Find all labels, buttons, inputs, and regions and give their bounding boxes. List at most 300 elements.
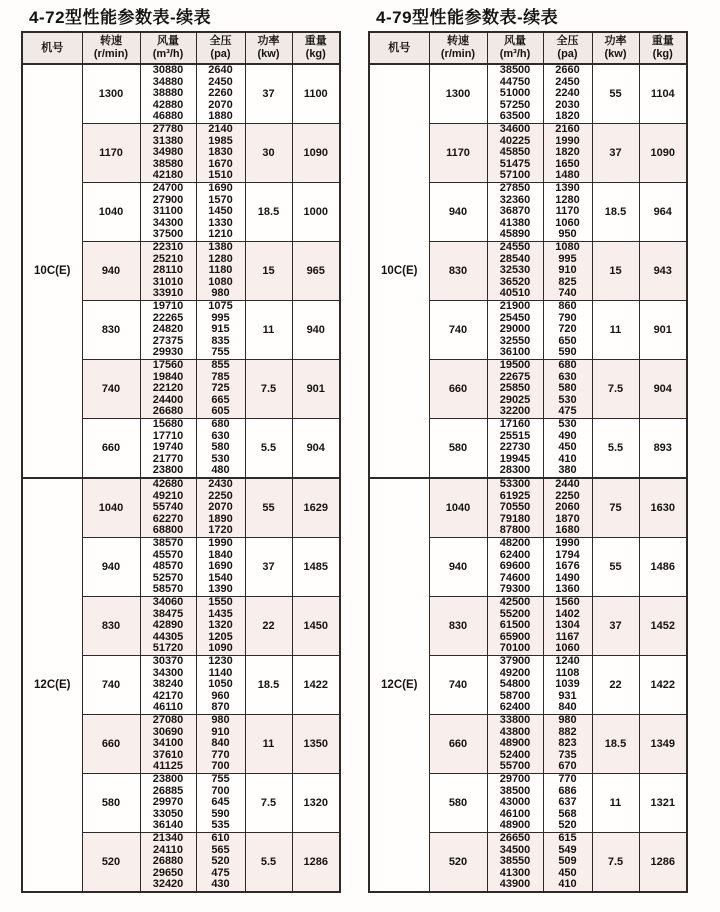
weight-cell: 893 (639, 418, 687, 477)
pressure-cell-value: 1560 (555, 595, 580, 608)
flow-cell-value: 33050 (152, 807, 184, 820)
flow-cell-value: 33910 (152, 287, 184, 300)
weight-cell: 1630 (639, 478, 687, 537)
pressure-cell-value: 1167 (555, 630, 580, 643)
pressure-cell-value: 2640 (208, 64, 233, 76)
pressure-cell-value: 1380 (208, 240, 233, 253)
weight-cell: 1104 (639, 64, 687, 123)
flow-cell-value: 42180 (152, 169, 184, 182)
speed-cell: 580 (429, 418, 487, 477)
speed-cell: 1040 (82, 182, 140, 241)
flow-cell (487, 478, 543, 537)
flow-cell-value: 74600 (499, 571, 531, 584)
flow-cell (140, 300, 196, 359)
pressure-cell-value: 2250 (208, 489, 233, 502)
power-cell: 55 (592, 537, 639, 596)
flow-cell-value: 21770 (152, 452, 184, 465)
flow-cell (140, 123, 196, 182)
pressure-cell-value: 870 (211, 701, 230, 714)
pressure-cell-value: 1435 (208, 607, 233, 620)
flow-cell-value: 28300 (499, 464, 531, 477)
flow-cell-value: 70550 (499, 501, 531, 514)
speed-cell: 1040 (82, 478, 140, 537)
flow-cell-value: 48900 (499, 737, 531, 750)
power-cell: 15 (592, 241, 639, 300)
weight-cell: 1349 (639, 714, 687, 773)
flow-cell-value: 30370 (152, 654, 184, 667)
speed-cell: 1170 (429, 123, 487, 182)
flow-cell-value: 26650 (499, 831, 531, 844)
weight-cell: 1286 (292, 832, 340, 891)
weight-cell: 901 (639, 300, 687, 359)
table-panel-4-79 (368, 3, 692, 893)
flow-cell-value: 19710 (152, 299, 184, 312)
pressure-cell-value: 380 (558, 464, 577, 477)
pressure-cell-value: 1830 (208, 146, 233, 159)
weight-cell: 904 (292, 418, 340, 477)
speed-cell: 740 (82, 359, 140, 418)
pressure-cell-value: 630 (211, 429, 230, 442)
pressure-cell (543, 478, 592, 537)
pressure-cell-value: 530 (558, 417, 577, 430)
pressure-cell-value: 2240 (555, 87, 580, 100)
speed-cell: 580 (429, 773, 487, 832)
flow-cell-value: 51000 (499, 87, 531, 100)
pressure-cell-value: 1140 (208, 666, 233, 679)
performance-table-4-72 (21, 31, 341, 893)
flow-cell-value: 34100 (152, 737, 184, 750)
weight-cell: 1321 (639, 773, 687, 832)
speed-cell: 940 (429, 537, 487, 596)
flow-cell-value: 62400 (499, 701, 531, 714)
flow-cell-value: 48900 (499, 819, 531, 832)
power-cell: 55 (592, 64, 639, 123)
pressure-cell-value: 645 (211, 796, 230, 809)
row-group (369, 478, 687, 537)
pressure-cell-value: 785 (211, 370, 230, 383)
speed-cell: 830 (82, 596, 140, 655)
speed-cell: 520 (429, 832, 487, 891)
power-cell: 18.5 (245, 655, 292, 714)
pressure-cell-value: 2450 (555, 75, 580, 88)
col-header-model: 机号 (22, 32, 82, 64)
pressure-cell-value: 835 (211, 334, 230, 347)
pressure-cell-value: 610 (211, 831, 230, 844)
power-cell: 11 (592, 300, 639, 359)
flow-cell-value: 22310 (152, 240, 184, 253)
flow-cell-value: 17560 (152, 358, 184, 371)
pressure-cell-value: 1090 (208, 642, 233, 655)
flow-cell-value: 45890 (499, 228, 531, 241)
power-cell: 11 (592, 773, 639, 832)
flow-cell-value: 22675 (499, 370, 531, 383)
flow-cell-value: 34980 (152, 146, 184, 159)
flow-cell-value: 31010 (152, 275, 184, 288)
flow-cell-value: 34300 (152, 216, 184, 229)
flow-cell-value: 34300 (152, 666, 184, 679)
flow-cell-value: 41125 (153, 760, 183, 773)
flow-cell-value: 43900 (499, 878, 531, 891)
power-cell: 7.5 (245, 773, 292, 832)
weight-cell: 1100 (292, 64, 340, 123)
pressure-cell-value: 1990 (555, 134, 580, 147)
pressure-cell-value: 650 (558, 334, 577, 347)
speed-cell: 830 (429, 596, 487, 655)
weight-cell: 1090 (639, 123, 687, 182)
pressure-cell-value: 410 (558, 452, 577, 465)
pressure-cell-value: 665 (211, 393, 230, 406)
pressure-cell-value: 980 (211, 287, 230, 300)
flow-cell-value: 38475 (152, 607, 184, 620)
flow-cell-value: 29650 (152, 866, 184, 879)
pressure-cell (543, 300, 592, 359)
flow-cell-value: 31380 (152, 134, 184, 147)
pressure-cell-value: 995 (558, 252, 577, 265)
flow-cell (140, 714, 196, 773)
power-cell: 5.5 (245, 832, 292, 891)
flow-cell-value: 62400 (499, 548, 531, 561)
flow-cell-value: 24820 (152, 323, 184, 336)
power-cell: 37 (592, 123, 639, 182)
flow-cell-value: 46100 (499, 807, 531, 820)
flow-cell-value: 36520 (499, 275, 531, 288)
flow-cell-value: 38580 (152, 157, 184, 170)
flow-cell-value: 61500 (499, 619, 531, 632)
pressure-cell-value: 1180 (208, 264, 233, 277)
performance-table-4-79 (368, 31, 688, 893)
col-header-weight: 重量 (kg) (292, 32, 340, 64)
flow-cell (140, 418, 196, 477)
flow-cell-value: 30880 (152, 64, 184, 76)
flow-cell (487, 596, 543, 655)
model-cell: 10C(E) (369, 64, 429, 478)
weight-cell: 1450 (292, 596, 340, 655)
flow-cell (487, 773, 543, 832)
flow-cell-value: 49210 (152, 489, 184, 502)
flow-cell-value: 55700 (499, 760, 531, 773)
flow-cell-value: 34880 (152, 75, 184, 88)
flow-cell-value: 26885 (152, 784, 184, 797)
flow-cell-value: 70100 (499, 642, 531, 655)
pressure-cell-value: 855 (211, 358, 230, 371)
flow-cell-value: 21900 (499, 299, 531, 312)
pressure-cell-value: 840 (211, 737, 230, 750)
power-cell: 18.5 (592, 714, 639, 773)
pressure-cell-value: 1670 (208, 157, 233, 170)
flow-cell-value: 48200 (499, 536, 531, 549)
power-cell: 5.5 (245, 418, 292, 477)
flow-cell-value: 32550 (499, 334, 531, 347)
flow-cell-value: 38240 (152, 678, 184, 691)
pressure-cell-value: 2030 (555, 98, 580, 111)
speed-cell: 660 (82, 418, 140, 477)
pressure-cell-value: 475 (211, 866, 230, 879)
pressure-cell-value: 2250 (555, 489, 580, 502)
pressure-cell-value: 670 (558, 760, 577, 773)
pressure-cell-value: 568 (558, 807, 577, 820)
flow-cell-value: 32360 (499, 193, 531, 206)
pressure-cell-value: 980 (211, 713, 230, 726)
power-cell: 37 (592, 596, 639, 655)
flow-cell-value: 28110 (153, 264, 183, 277)
flow-cell (487, 300, 543, 359)
flow-cell-value: 45850 (499, 146, 531, 159)
weight-cell: 1320 (292, 773, 340, 832)
pressure-cell-value: 1890 (208, 512, 233, 525)
pressure-cell-value: 2260 (208, 87, 233, 100)
flow-cell-value: 36140 (152, 819, 184, 832)
pressure-cell-value: 2440 (555, 477, 580, 490)
flow-cell-value: 38880 (152, 87, 184, 100)
speed-cell: 660 (429, 359, 487, 418)
pressure-cell-value: 960 (211, 689, 230, 702)
pressure-cell-value: 1304 (555, 619, 580, 632)
weight-cell: 1452 (639, 596, 687, 655)
flow-cell-value: 24400 (152, 393, 184, 406)
power-cell: 18.5 (592, 182, 639, 241)
pressure-cell-value: 1108 (555, 666, 580, 679)
flow-cell-value: 25850 (499, 382, 531, 395)
flow-cell-value: 49200 (499, 666, 531, 679)
flow-cell-value: 29700 (499, 772, 531, 785)
pressure-cell-value: 1080 (208, 275, 233, 288)
col-header-pressure: 全压 (pa) (543, 32, 592, 64)
col-header-speed: 转速 (r/min) (429, 32, 487, 64)
flow-cell (140, 655, 196, 714)
power-cell: 37 (245, 64, 292, 123)
pressure-cell-value: 637 (558, 796, 577, 809)
flow-cell-value: 44305 (152, 630, 184, 643)
speed-cell: 1040 (429, 478, 487, 537)
flow-cell-value: 37610 (152, 748, 184, 761)
power-cell: 15 (245, 241, 292, 300)
flow-cell (140, 182, 196, 241)
weight-cell: 1350 (292, 714, 340, 773)
pressure-cell-value: 950 (558, 228, 577, 241)
flow-cell-value: 32530 (499, 264, 531, 277)
weight-cell: 901 (292, 359, 340, 418)
weight-cell: 1422 (639, 655, 687, 714)
flow-cell-value: 41380 (499, 216, 531, 229)
flow-cell-value: 43000 (499, 796, 531, 809)
pressure-cell (196, 64, 245, 123)
col-header-flow: 风量 (m³/h) (140, 32, 196, 64)
flow-cell-value: 61925 (499, 489, 531, 502)
pressure-cell-value: 882 (558, 725, 577, 738)
flow-cell-value: 57250 (499, 98, 531, 111)
flow-cell (487, 123, 543, 182)
speed-cell: 830 (429, 241, 487, 300)
power-cell: 75 (592, 478, 639, 537)
flow-cell-value: 45570 (152, 548, 184, 561)
pressure-cell-value: 1080 (555, 240, 580, 253)
pressure-cell (543, 832, 592, 891)
speed-cell: 1170 (82, 123, 140, 182)
pressure-cell (196, 300, 245, 359)
pressure-cell (196, 832, 245, 891)
table-panel-4-72 (21, 3, 345, 893)
flow-cell-value: 52570 (152, 571, 184, 584)
pressure-cell-value: 2660 (555, 64, 580, 76)
pressure-cell-value: 1820 (555, 110, 580, 123)
pressure-cell-value: 931 (558, 689, 577, 702)
pressure-cell-value: 1060 (555, 216, 580, 229)
pressure-cell-value: 1280 (208, 252, 233, 265)
pressure-cell (196, 182, 245, 241)
pressure-cell-value: 700 (211, 784, 230, 797)
pressure-cell-value: 615 (558, 831, 577, 844)
col-header-power: 功率 (kw) (592, 32, 639, 64)
pressure-cell-value: 680 (211, 417, 230, 430)
table-title-4-79: 4-79型性能参数表-续表 (376, 8, 559, 27)
flow-cell-value: 32420 (152, 878, 184, 891)
pressure-cell-value: 520 (211, 855, 230, 868)
pressure-cell-value: 860 (558, 299, 577, 312)
flow-cell-value: 55740 (152, 501, 184, 514)
pressure-cell-value: 680 (558, 358, 577, 371)
pressure-cell-value: 980 (558, 713, 577, 726)
flow-cell-value: 69600 (499, 560, 531, 573)
flow-cell-value: 55200 (499, 607, 531, 620)
flow-cell-value: 19840 (152, 370, 184, 383)
flow-cell-value: 54800 (499, 678, 531, 691)
pressure-cell-value: 2430 (208, 477, 233, 490)
flow-cell-value: 29970 (152, 796, 184, 809)
flow-cell (487, 359, 543, 418)
pressure-cell-value: 450 (558, 441, 577, 454)
pressure-cell (196, 418, 245, 477)
pressure-cell-value: 725 (211, 382, 230, 395)
pressure-cell (196, 123, 245, 182)
pressure-cell-value: 530 (558, 393, 577, 406)
pressure-cell (196, 359, 245, 418)
flow-cell (487, 832, 543, 891)
flow-cell-value: 51475 (499, 157, 531, 170)
pressure-cell (543, 64, 592, 123)
col-header-weight: 重量 (kg) (639, 32, 687, 64)
pressure-cell-value: 740 (558, 287, 577, 300)
pressure-cell (543, 596, 592, 655)
flow-cell-value: 26680 (152, 405, 184, 418)
flow-cell (140, 773, 196, 832)
flow-cell-value: 43800 (499, 725, 531, 738)
pressure-cell-value: 1039 (555, 678, 580, 691)
power-cell: 7.5 (592, 359, 639, 418)
flow-cell-value: 38570 (152, 536, 184, 549)
pressure-cell-value: 509 (558, 855, 577, 868)
col-header-power: 功率 (kw) (245, 32, 292, 64)
pressure-cell-value: 910 (558, 264, 577, 277)
flow-cell-value: 19740 (152, 441, 184, 454)
flow-cell-value: 28540 (499, 252, 531, 265)
pressure-cell-value: 686 (558, 784, 577, 797)
pressure-cell-value: 1402 (555, 607, 580, 620)
pressure-cell (196, 478, 245, 537)
pressure-cell-value: 2160 (555, 122, 580, 135)
flow-cell-value: 33800 (499, 713, 531, 726)
pressure-cell (543, 714, 592, 773)
flow-cell-value: 22265 (152, 311, 184, 324)
flow-cell-value: 38550 (499, 855, 531, 868)
flow-cell-value: 63500 (499, 110, 531, 123)
pressure-cell-value: 735 (558, 748, 577, 761)
flow-cell-value: 42500 (499, 595, 531, 608)
flow-cell-value: 38500 (499, 784, 531, 797)
flow-cell-value: 42170 (152, 689, 184, 702)
pressure-cell-value: 480 (211, 464, 230, 477)
flow-cell-value: 24110 (153, 843, 183, 856)
power-cell: 55 (245, 478, 292, 537)
weight-cell: 965 (292, 241, 340, 300)
power-cell: 11 (245, 714, 292, 773)
flow-cell-value: 32200 (499, 405, 531, 418)
flow-cell-value: 53300 (499, 477, 531, 490)
pressure-cell-value: 605 (211, 405, 230, 418)
flow-cell (140, 359, 196, 418)
pressure-cell-value: 1330 (208, 216, 233, 229)
pressure-cell-value: 2450 (208, 75, 233, 88)
weight-cell: 1090 (292, 123, 340, 182)
pressure-cell-value: 580 (211, 441, 230, 454)
pressure-cell-value: 1510 (208, 169, 233, 182)
pressure-cell-value: 1794 (555, 548, 580, 561)
flow-cell-value: 79300 (499, 583, 531, 596)
pressure-cell-value: 2070 (208, 501, 233, 514)
pressure-cell-value: 1490 (555, 571, 580, 584)
flow-cell (140, 832, 196, 891)
flow-cell-value: 22120 (152, 382, 184, 395)
flow-cell-value: 29000 (499, 323, 531, 336)
pressure-cell-value: 2140 (208, 122, 233, 135)
flow-cell-value: 34600 (499, 122, 531, 135)
flow-cell-value: 38500 (499, 64, 531, 76)
pressure-cell-value: 2060 (555, 501, 580, 514)
flow-cell-value: 27850 (499, 181, 531, 194)
flow-cell (140, 478, 196, 537)
col-header-model: 机号 (369, 32, 429, 64)
speed-cell: 1300 (429, 64, 487, 123)
pressure-cell (543, 241, 592, 300)
power-cell: 30 (245, 123, 292, 182)
speed-cell: 660 (429, 714, 487, 773)
pressure-cell-value: 1210 (208, 228, 233, 241)
flow-cell-value: 79180 (499, 512, 531, 525)
weight-cell: 1485 (292, 537, 340, 596)
pressure-cell (196, 596, 245, 655)
flow-cell-value: 24700 (152, 181, 184, 194)
pressure-cell-value: 770 (558, 772, 577, 785)
weight-cell: 904 (639, 359, 687, 418)
flow-cell-value: 23800 (152, 464, 184, 477)
pressure-cell-value: 535 (211, 819, 230, 832)
pressure-cell-value: 910 (211, 725, 230, 738)
flow-cell-value: 17710 (152, 429, 184, 442)
weight-cell: 1486 (639, 537, 687, 596)
flow-cell-value: 40225 (499, 134, 531, 147)
flow-cell (487, 64, 543, 123)
pressure-cell (196, 537, 245, 596)
speed-cell: 940 (429, 182, 487, 241)
pressure-cell-value: 1360 (555, 583, 580, 596)
pressure-cell-value: 1680 (555, 524, 580, 537)
flow-cell (487, 182, 543, 241)
pressure-cell-value: 823 (558, 737, 577, 750)
speed-cell: 740 (82, 655, 140, 714)
pressure-cell-value: 1985 (208, 134, 233, 147)
flow-cell-value: 25450 (499, 311, 531, 324)
pressure-cell-value: 755 (211, 772, 230, 785)
power-cell: 37 (245, 537, 292, 596)
